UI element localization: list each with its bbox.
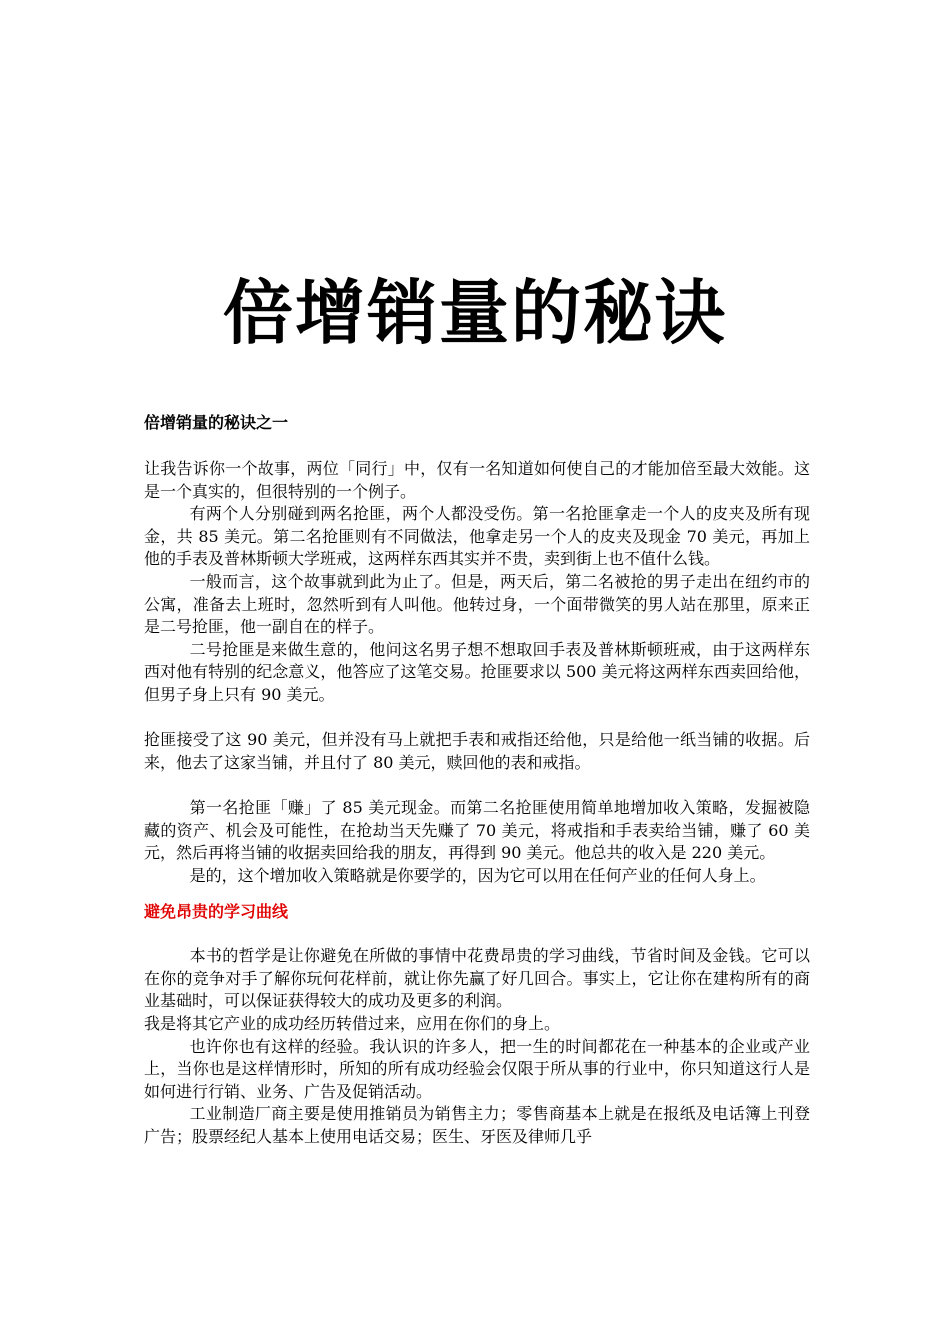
document-body <box>144 410 810 1149</box>
paragraph: 二号抢匪是来做生意的，他问这名男子想不想取回手表及普林斯顿班戒，由于这两样东西对他有特别的纪念意义，他答应了这笔交易。抢匪要求以 500 美元将这两样东西卖回给他，但男子身上只有 90 美元。 <box>144 639 810 704</box>
paragraph: 是的，这个增加收入策略就是你要学的，因为它可以用在任何产业的任何人身上。 <box>189 865 766 885</box>
paragraph: 一般而言，这个故事就到此为止了。但是，两天后，第二名被抢的男子走出在纽约市的公寓，准备去上班时，忽然听到有人叫他。他转过身，一个面带微笑的男人站在那里，原来正是二号抢匪，他一副自在的样子。 <box>144 571 810 637</box>
blank-line <box>144 707 810 730</box>
document-title: 倍增销量的秘诀 <box>223 272 727 354</box>
paragraph: 让我告诉你一个故事，两位「同行」中，仅有一名知道如何使自己的才能加倍至最大效能。这是一个真实的，但很特别的一个例子。 <box>144 459 810 501</box>
paragraph: 第一名抢匪「赚」了 85 美元现金。而第二名抢匪使用简单地增加收入策略，发掘被隐藏的资产、机会及可能性，在抢劫当天先赚了 70 美元，将戒指和手表卖给当铺，赚了 60 美元，然后再将当铺的收据卖回给我的朋友，再得到 90 美元。他总共的收入是 220 美元。 <box>144 797 810 863</box>
paragraph: 本书的哲学是让你避免在所做的事情中花费昂贵的学习曲线，节省时间及金钱。它可以在你的竞争对手了解你玩何花样前，就让你先赢了好几回合。事实上，它让你在建构所有的商业基础时，可以保证获得较大的成功及更多的利润。 <box>144 946 810 1011</box>
paragraph: 也许你也有这样的经验。我认识的许多人，把一生的时间都花在一种基本的企业或产业上，当你也是这样情形时，所知的所有成功经验会仅限于所从事的行业中，你只知道这行人是如何进行行销、业务、广告及促销活动。 <box>144 1036 810 1101</box>
paragraph: 有两个人分别碰到两名抢匪，两个人都没受伤。第一名抢匪拿走一个人的皮夹及所有现金，共 85 美元。第二名抢匪则有不同做法，他拿走另一个人的皮夹及现金 70 美元，再加上他的手表及普林斯顿大学班戒，这两样东西其实并不贵，卖到街上也不值什么钱。 <box>144 504 810 569</box>
section-heading-1: 倍增销量的秘诀之一 <box>144 413 289 432</box>
paragraph: 我是将其它产业的成功经历转借过来，应用在你们的身上。 <box>144 1014 561 1034</box>
paragraph: 工业制造厂商主要是使用推销员为销售主力；零售商基本上就是在报纸及电话簿上刊登广告；股票经纪人基本上使用电话交易；医生、牙医及律师几乎 <box>144 1104 810 1147</box>
paragraph: 抢匪接受了这 90 美元，但并没有马上就把手表和戒指还给他，只是给他一纸当铺的收据。后来，他去了这家当铺，并且付了 80 美元，赎回他的表和戒指。 <box>144 730 810 772</box>
blank-line <box>144 774 810 797</box>
section-heading-2: 避免昂贵的学习曲线 <box>144 902 289 922</box>
